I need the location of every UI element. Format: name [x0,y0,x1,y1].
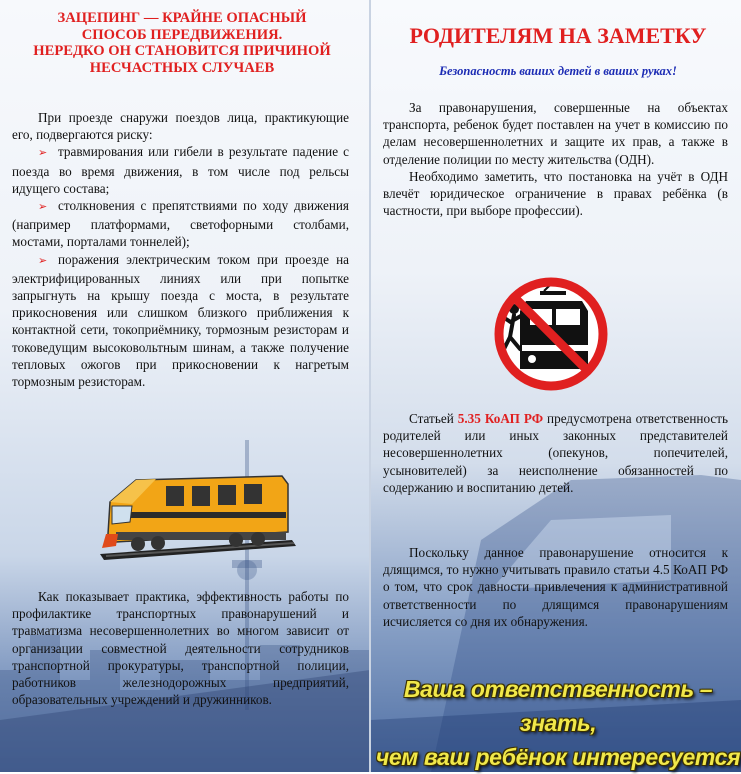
limitation-text [383,544,728,630]
left-panel [0,0,370,772]
risk-item [12,251,349,391]
restriction-paragraph: Необходимо заметить, что постановка на учёт в ОДН влечёт юридическое ограничение в правах ребёнка (в частности, при выборе профессии). [383,168,728,219]
left-title-line: НЕСЧАСТНЫХ СЛУЧАЕВ [89,59,275,76]
consequences-text [383,99,728,219]
slogan-line: чем ваш ребёнок интересуется [375,744,741,770]
arrow-bullet-icon: ➢ [38,147,48,160]
slogan-line: Ваша ответственность – знать, [403,676,713,736]
left-title-line: СПОСОБ ПЕРЕДВИЖЕНИЯ. [81,26,283,43]
arrow-bullet-icon: ➢ [38,201,48,214]
risks-intro: При проезде снаружи поездов лица, практикующие его, подвергаются риску: [12,110,349,143]
risk-item-text: травмирования или гибели в результате падение с поезда во время движения, в том числе под рельсы идущего состава; [12,144,349,196]
koap-text-after: предусмотрена ответственность родителей или иных законных представителей несовершеннолетних (опекунов, попечителей, усыновителей) за неисполнение обязанностей по содержанию и воспитанию детей. [383,411,729,495]
koap-text-before: Статьей [409,411,458,426]
koap-article-link: 5.35 КоАП РФ [457,411,544,426]
practice-text [12,588,349,708]
risk-item [12,143,349,197]
right-subtitle: Безопасность ваших детей в ваших руках! [439,64,677,78]
koap-paragraph [383,410,728,496]
left-title-line: ЗАЦЕПИНГ — КРАЙНЕ ОПАСНЫЙ [57,10,307,26]
left-title [12,10,352,76]
arrow-bullet-icon: ➢ [38,254,48,267]
consequences-paragraph: За правонарушения, совершенные на объектах транспорта, ребенок будет поставлен на учет в комиссию по делам несовершеннолетних и защите их прав, а также в отделение полиции по месту жительства (ОДН). [383,100,728,167]
practice-paragraph: Как показывает практика, эффективность работы по профилактике транспортных правонарушений и травматизма несовершеннолетних во многом зависит от организации совместной деятельности сотрудников транспортной прокуратуры, транспортной полиции, работников железнодорожных предприятий, образовательных учреждений и дружинников. [12,589,349,708]
limitation-paragraph: Поскольку данное правонарушение относится к длящимся, то нужно учитывать правило статьи 4.5 КоАП РФ о том, что срок давности привлечения к административной ответственности по длящимся правонарушениям исчисляется со дня их обнаружения. [383,545,728,629]
risks-text [12,109,349,390]
train-illustration-icon [96,462,302,562]
risk-item-text: столкновения с препятствиями по ходу движения (например платформами, светофорными столбами, мостами, порталами тоннелей); [12,198,349,250]
slogan [375,672,741,774]
right-title: РОДИТЕЛЯМ НА ЗАМЕТКУ [409,23,707,48]
risk-item-text: поражения электрическим током при проезде на электрифицированных линиях или при попытке запрыгнуть на крышу поезда с моста, в результате прикосновения или слишком близкого приближения к контактной сети, токоприёмнику, тормозным резисторам и токоведущим высоковольтным шинам, а также получение тепловых ожогов при прикосновении к нагретым тормозным резисторам. [12,251,349,390]
risk-item [12,197,349,251]
no-train-surfing-sign-icon [492,275,610,393]
koap-text [383,410,728,496]
left-title-line: НЕРЕДКО ОН СТАНОВИТСЯ ПРИЧИНОЙ [33,43,331,60]
